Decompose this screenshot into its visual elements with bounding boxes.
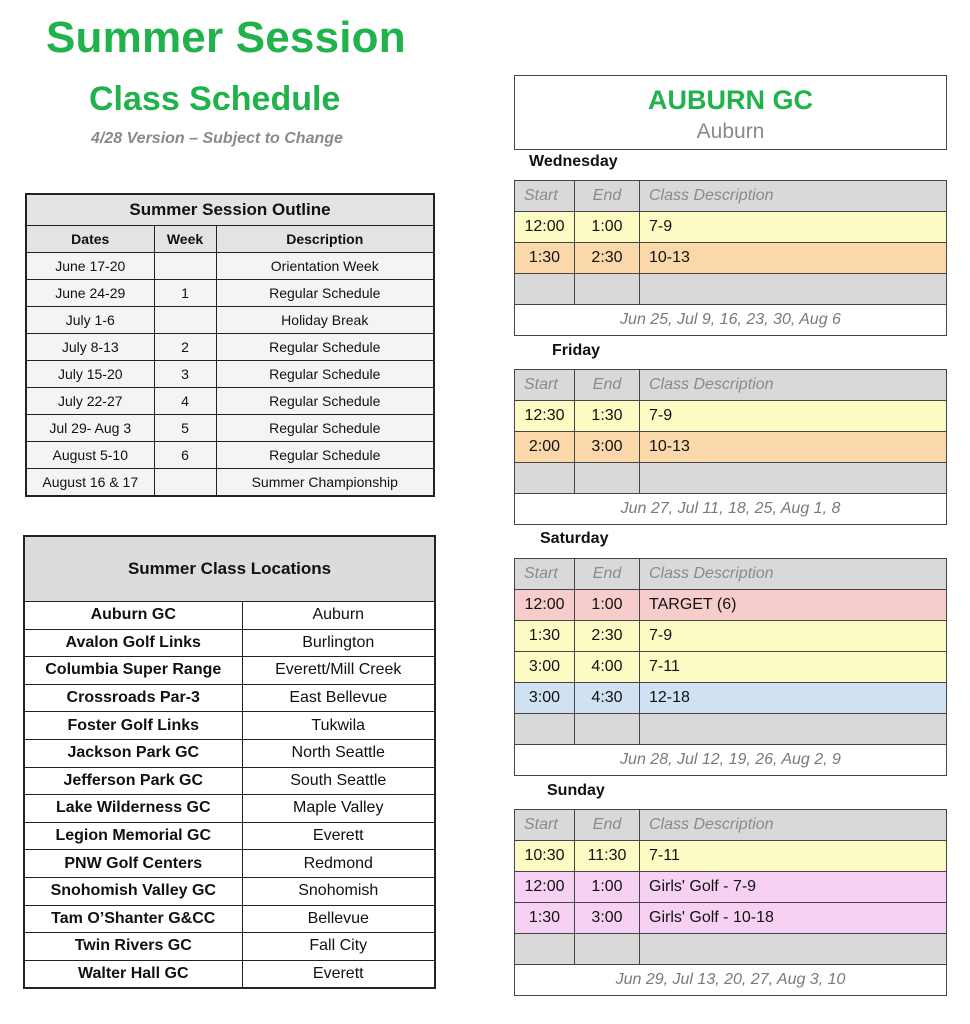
- outline-cell-week: [154, 469, 216, 497]
- version-note: 4/28 Version – Subject to Change: [91, 130, 343, 147]
- header-start: Start: [515, 559, 575, 590]
- class-description: 7-9: [640, 212, 947, 243]
- header-description: Class Description: [640, 559, 947, 590]
- class-row: [515, 590, 947, 621]
- location-name: Crossroads Par-3: [24, 684, 242, 712]
- class-start: 1:30: [515, 903, 575, 934]
- location-name: Walter Hall GC: [24, 960, 242, 988]
- outline-cell-week: 1: [154, 280, 216, 307]
- course-name: AUBURN GC: [648, 85, 813, 115]
- day-label: Wednesday: [529, 153, 618, 170]
- location-city: Fall City: [242, 933, 435, 961]
- outline-cell-week: [154, 307, 216, 334]
- outline-cell-description: Regular Schedule: [216, 334, 434, 361]
- empty-cell: [640, 463, 947, 494]
- location-city: Everett: [242, 822, 435, 850]
- location-row: [24, 960, 435, 988]
- outline-row: [26, 334, 434, 361]
- outline-row: [26, 415, 434, 442]
- class-row: [515, 683, 947, 714]
- outline-cell-week: 5: [154, 415, 216, 442]
- empty-cell: [515, 714, 575, 745]
- class-dates: Jun 27, Jul 11, 18, 25, Aug 1, 8: [515, 494, 947, 525]
- header-end: End: [575, 810, 640, 841]
- location-row: [24, 767, 435, 795]
- class-start: 3:00: [515, 683, 575, 714]
- outline-row: [26, 307, 434, 334]
- outline-cell-dates: August 16 & 17: [26, 469, 154, 497]
- locations-title: Summer Class Locations: [24, 536, 435, 602]
- outline-col-description: Description: [216, 226, 434, 253]
- outline-cell-dates: July 8-13: [26, 334, 154, 361]
- class-start: 1:30: [515, 243, 575, 274]
- dates-row: [515, 305, 947, 336]
- empty-row: [515, 463, 947, 494]
- location-name: Auburn GC: [24, 602, 242, 630]
- outline-cell-description: Regular Schedule: [216, 415, 434, 442]
- class-end: 1:00: [575, 590, 640, 621]
- schedule-header-row: [515, 370, 947, 401]
- empty-cell: [575, 274, 640, 305]
- outline-row: [26, 361, 434, 388]
- class-row: [515, 872, 947, 903]
- location-name: Tam O’Shanter G&CC: [24, 905, 242, 933]
- location-city: Auburn: [242, 602, 435, 630]
- schedule-header-row: [515, 810, 947, 841]
- class-row: [515, 903, 947, 934]
- class-start: 12:00: [515, 590, 575, 621]
- empty-row: [515, 934, 947, 965]
- class-end: 3:00: [575, 432, 640, 463]
- outline-cell-week: 6: [154, 442, 216, 469]
- class-description: Girls' Golf - 10-18: [640, 903, 947, 934]
- location-city: Bellevue: [242, 905, 435, 933]
- outline-title: Summer Session Outline: [26, 194, 434, 226]
- day-schedule-table: [514, 369, 947, 525]
- class-row: [515, 621, 947, 652]
- header-description: Class Description: [640, 810, 947, 841]
- class-row: [515, 841, 947, 872]
- location-name: Avalon Golf Links: [24, 629, 242, 657]
- header-start: Start: [515, 370, 575, 401]
- class-dates: Jun 29, Jul 13, 20, 27, Aug 3, 10: [515, 965, 947, 996]
- outline-cell-dates: August 5-10: [26, 442, 154, 469]
- class-start: 12:00: [515, 212, 575, 243]
- class-end: 2:30: [575, 621, 640, 652]
- course-header: [514, 75, 947, 150]
- outline-row: [26, 469, 434, 497]
- day-schedule-table: [514, 180, 947, 336]
- outline-cell-dates: June 17-20: [26, 253, 154, 280]
- day-label: Sunday: [547, 782, 605, 799]
- class-end: 1:30: [575, 401, 640, 432]
- outline-cell-week: 4: [154, 388, 216, 415]
- location-name: Twin Rivers GC: [24, 933, 242, 961]
- header-end: End: [575, 181, 640, 212]
- class-row: [515, 212, 947, 243]
- outline-cell-week: [154, 253, 216, 280]
- location-row: [24, 850, 435, 878]
- class-row: [515, 652, 947, 683]
- location-row: [24, 684, 435, 712]
- class-locations-table: [23, 535, 436, 989]
- empty-row: [515, 274, 947, 305]
- class-description: TARGET (6): [640, 590, 947, 621]
- class-dates: Jun 25, Jul 9, 16, 23, 30, Aug 6: [515, 305, 947, 336]
- outline-row: [26, 442, 434, 469]
- location-city: Redmond: [242, 850, 435, 878]
- location-name: Lake Wilderness GC: [24, 795, 242, 823]
- class-description: Girls' Golf - 7-9: [640, 872, 947, 903]
- empty-cell: [575, 463, 640, 494]
- class-end: 11:30: [575, 841, 640, 872]
- location-city: North Seattle: [242, 739, 435, 767]
- class-row: [515, 243, 947, 274]
- outline-cell-dates: Jul 29- Aug 3: [26, 415, 154, 442]
- location-name: Legion Memorial GC: [24, 822, 242, 850]
- class-start: 12:30: [515, 401, 575, 432]
- outline-cell-description: Orientation Week: [216, 253, 434, 280]
- outline-row: [26, 280, 434, 307]
- location-city: Everett/Mill Creek: [242, 657, 435, 685]
- schedule-header-row: [515, 559, 947, 590]
- class-description: 7-9: [640, 621, 947, 652]
- outline-col-week: Week: [154, 226, 216, 253]
- empty-cell: [515, 274, 575, 305]
- dates-row: [515, 745, 947, 776]
- class-description: 7-11: [640, 652, 947, 683]
- header-description: Class Description: [640, 370, 947, 401]
- day-schedule-table: [514, 558, 947, 776]
- location-name: Jackson Park GC: [24, 739, 242, 767]
- location-row: [24, 657, 435, 685]
- class-start: 12:00: [515, 872, 575, 903]
- class-end: 4:30: [575, 683, 640, 714]
- class-description: 12-18: [640, 683, 947, 714]
- location-name: Jefferson Park GC: [24, 767, 242, 795]
- class-start: 2:00: [515, 432, 575, 463]
- location-row: [24, 905, 435, 933]
- location-row: [24, 877, 435, 905]
- location-city: Everett: [242, 960, 435, 988]
- class-row: [515, 432, 947, 463]
- empty-cell: [575, 714, 640, 745]
- outline-cell-dates: June 24-29: [26, 280, 154, 307]
- page-subtitle: Class Schedule: [89, 80, 341, 118]
- class-end: 1:00: [575, 212, 640, 243]
- class-description: 10-13: [640, 432, 947, 463]
- class-end: 4:00: [575, 652, 640, 683]
- outline-row: [26, 253, 434, 280]
- location-row: [24, 629, 435, 657]
- page-title: Summer Session: [46, 13, 406, 62]
- outline-cell-description: Regular Schedule: [216, 361, 434, 388]
- outline-cell-description: Holiday Break: [216, 307, 434, 334]
- outline-cell-description: Summer Championship: [216, 469, 434, 497]
- session-outline-table: [25, 193, 435, 497]
- class-description: 10-13: [640, 243, 947, 274]
- empty-cell: [640, 714, 947, 745]
- location-city: Snohomish: [242, 877, 435, 905]
- empty-row: [515, 714, 947, 745]
- location-name: Foster Golf Links: [24, 712, 242, 740]
- outline-cell-week: 2: [154, 334, 216, 361]
- outline-cell-description: Regular Schedule: [216, 388, 434, 415]
- class-row: [515, 401, 947, 432]
- empty-cell: [515, 934, 575, 965]
- course-city: Auburn: [696, 120, 765, 143]
- header-description: Class Description: [640, 181, 947, 212]
- location-row: [24, 602, 435, 630]
- location-row: [24, 822, 435, 850]
- dates-row: [515, 494, 947, 525]
- class-dates: Jun 28, Jul 12, 19, 26, Aug 2, 9: [515, 745, 947, 776]
- location-name: PNW Golf Centers: [24, 850, 242, 878]
- location-row: [24, 739, 435, 767]
- location-city: East Bellevue: [242, 684, 435, 712]
- empty-cell: [640, 934, 947, 965]
- outline-cell-week: 3: [154, 361, 216, 388]
- location-city: South Seattle: [242, 767, 435, 795]
- location-row: [24, 933, 435, 961]
- class-description: 7-11: [640, 841, 947, 872]
- outline-col-dates: Dates: [26, 226, 154, 253]
- header-start: Start: [515, 181, 575, 212]
- location-city: Tukwila: [242, 712, 435, 740]
- class-end: 3:00: [575, 903, 640, 934]
- outline-cell-dates: July 22-27: [26, 388, 154, 415]
- empty-cell: [515, 463, 575, 494]
- location-row: [24, 795, 435, 823]
- day-label: Friday: [552, 342, 601, 359]
- class-start: 10:30: [515, 841, 575, 872]
- location-row: [24, 712, 435, 740]
- class-end: 1:00: [575, 872, 640, 903]
- schedule-header-row: [515, 181, 947, 212]
- class-start: 3:00: [515, 652, 575, 683]
- location-city: Burlington: [242, 629, 435, 657]
- day-schedule-table: [514, 809, 947, 996]
- location-city: Maple Valley: [242, 795, 435, 823]
- outline-cell-description: Regular Schedule: [216, 280, 434, 307]
- outline-cell-description: Regular Schedule: [216, 442, 434, 469]
- class-end: 2:30: [575, 243, 640, 274]
- day-label: Saturday: [540, 530, 609, 547]
- location-name: Snohomish Valley GC: [24, 877, 242, 905]
- dates-row: [515, 965, 947, 996]
- empty-cell: [575, 934, 640, 965]
- outline-cell-dates: July 1-6: [26, 307, 154, 334]
- header-start: Start: [515, 810, 575, 841]
- header-end: End: [575, 370, 640, 401]
- location-name: Columbia Super Range: [24, 657, 242, 685]
- outline-cell-dates: July 15-20: [26, 361, 154, 388]
- class-start: 1:30: [515, 621, 575, 652]
- header-end: End: [575, 559, 640, 590]
- outline-row: [26, 388, 434, 415]
- class-description: 7-9: [640, 401, 947, 432]
- empty-cell: [640, 274, 947, 305]
